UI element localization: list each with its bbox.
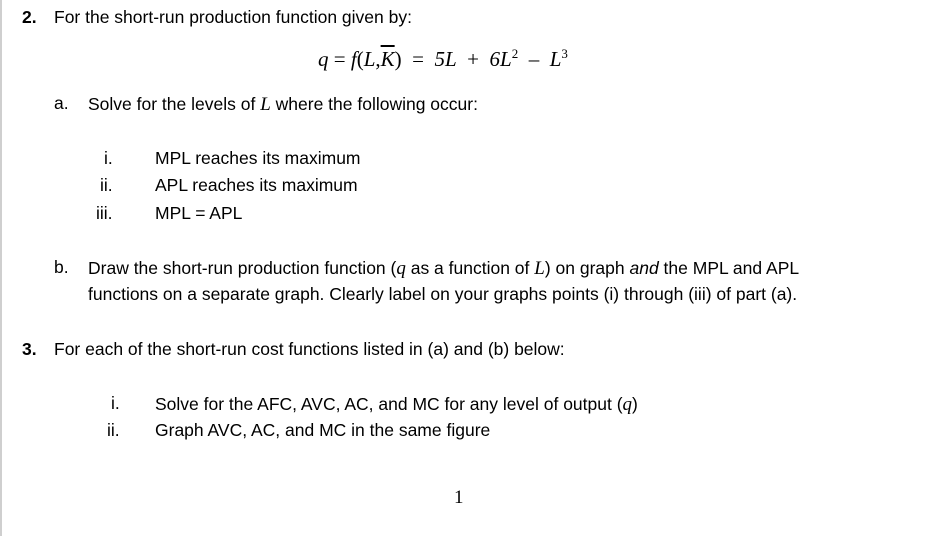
- eq-minus: –: [528, 47, 540, 71]
- eq-q: q: [318, 47, 329, 71]
- eq-equals-2: =: [412, 47, 424, 71]
- item-numeral: ii.: [100, 175, 113, 195]
- part-b-line-1: [88, 259, 799, 278]
- eq-exp-2: 2: [511, 46, 519, 61]
- part-a-label: a.: [54, 93, 69, 113]
- eq-plus: +: [467, 47, 480, 71]
- eq-equals-1: =: [333, 47, 346, 71]
- eq-comma: ,: [375, 47, 381, 71]
- q3-var-q: q: [622, 394, 633, 415]
- item-numeral: ii.: [107, 420, 120, 440]
- item-text: MPL = APL: [155, 203, 243, 223]
- part-b-var-q: q: [396, 258, 406, 279]
- production-function-equation: [318, 46, 568, 71]
- part-b-var-L: L: [534, 258, 545, 279]
- item-numeral: i.: [104, 148, 113, 168]
- part-a-text-before: Solve for the levels of: [88, 94, 256, 114]
- item-text: APL reaches its maximum: [155, 175, 358, 195]
- page-left-edge: [0, 0, 2, 536]
- part-b-text: the MPL and APL: [658, 258, 800, 278]
- eq-f: f: [350, 47, 357, 71]
- eq-term-5L: 5L: [434, 47, 457, 71]
- eq-K-bar: $\overline{K}$: [380, 47, 395, 71]
- part-b-and: and: [629, 258, 659, 278]
- part-b-text: as a function of: [405, 258, 535, 278]
- eq-term-L3: L: [549, 47, 562, 71]
- part-a-text-after: where the following occur:: [275, 94, 478, 114]
- page-number: 1: [454, 487, 464, 508]
- eq-open-paren: (: [356, 47, 364, 71]
- q3-text: For each of the short-run cost functions listed in (a) and (b) below:: [54, 339, 565, 359]
- q2-text: For the short-run production function given by:: [54, 7, 412, 27]
- item-text: [155, 395, 638, 414]
- eq-close-paren: ): [394, 47, 402, 71]
- item-numeral: i.: [111, 393, 120, 413]
- part-b-label: b.: [54, 257, 69, 277]
- part-b-text: Draw the short-run production function (: [88, 258, 397, 278]
- item-text: Graph AVC, AC, and MC in the same figure: [155, 420, 491, 440]
- q3-number: 3.: [22, 339, 37, 359]
- item-text: MPL reaches its maximum: [155, 148, 361, 168]
- eq-exp-3: 3: [561, 46, 568, 61]
- eq-term-6L2: 6L: [489, 47, 512, 71]
- item-numeral: iii.: [96, 203, 113, 223]
- part-b-line-2: functions on a separate graph. Clearly label on your graphs points (i) through (iii) of part (a).: [88, 284, 798, 304]
- q3-item-text: Solve for the AFC, AVC, AC, and MC for any level of output (: [155, 394, 623, 414]
- eq-L: L: [363, 47, 376, 71]
- q2-number: 2.: [22, 7, 37, 27]
- part-b-text: ) on graph: [544, 258, 630, 278]
- part-a-text: [88, 95, 478, 114]
- part-a-var-L: L: [260, 94, 271, 115]
- q3-item-tail: ): [632, 394, 638, 414]
